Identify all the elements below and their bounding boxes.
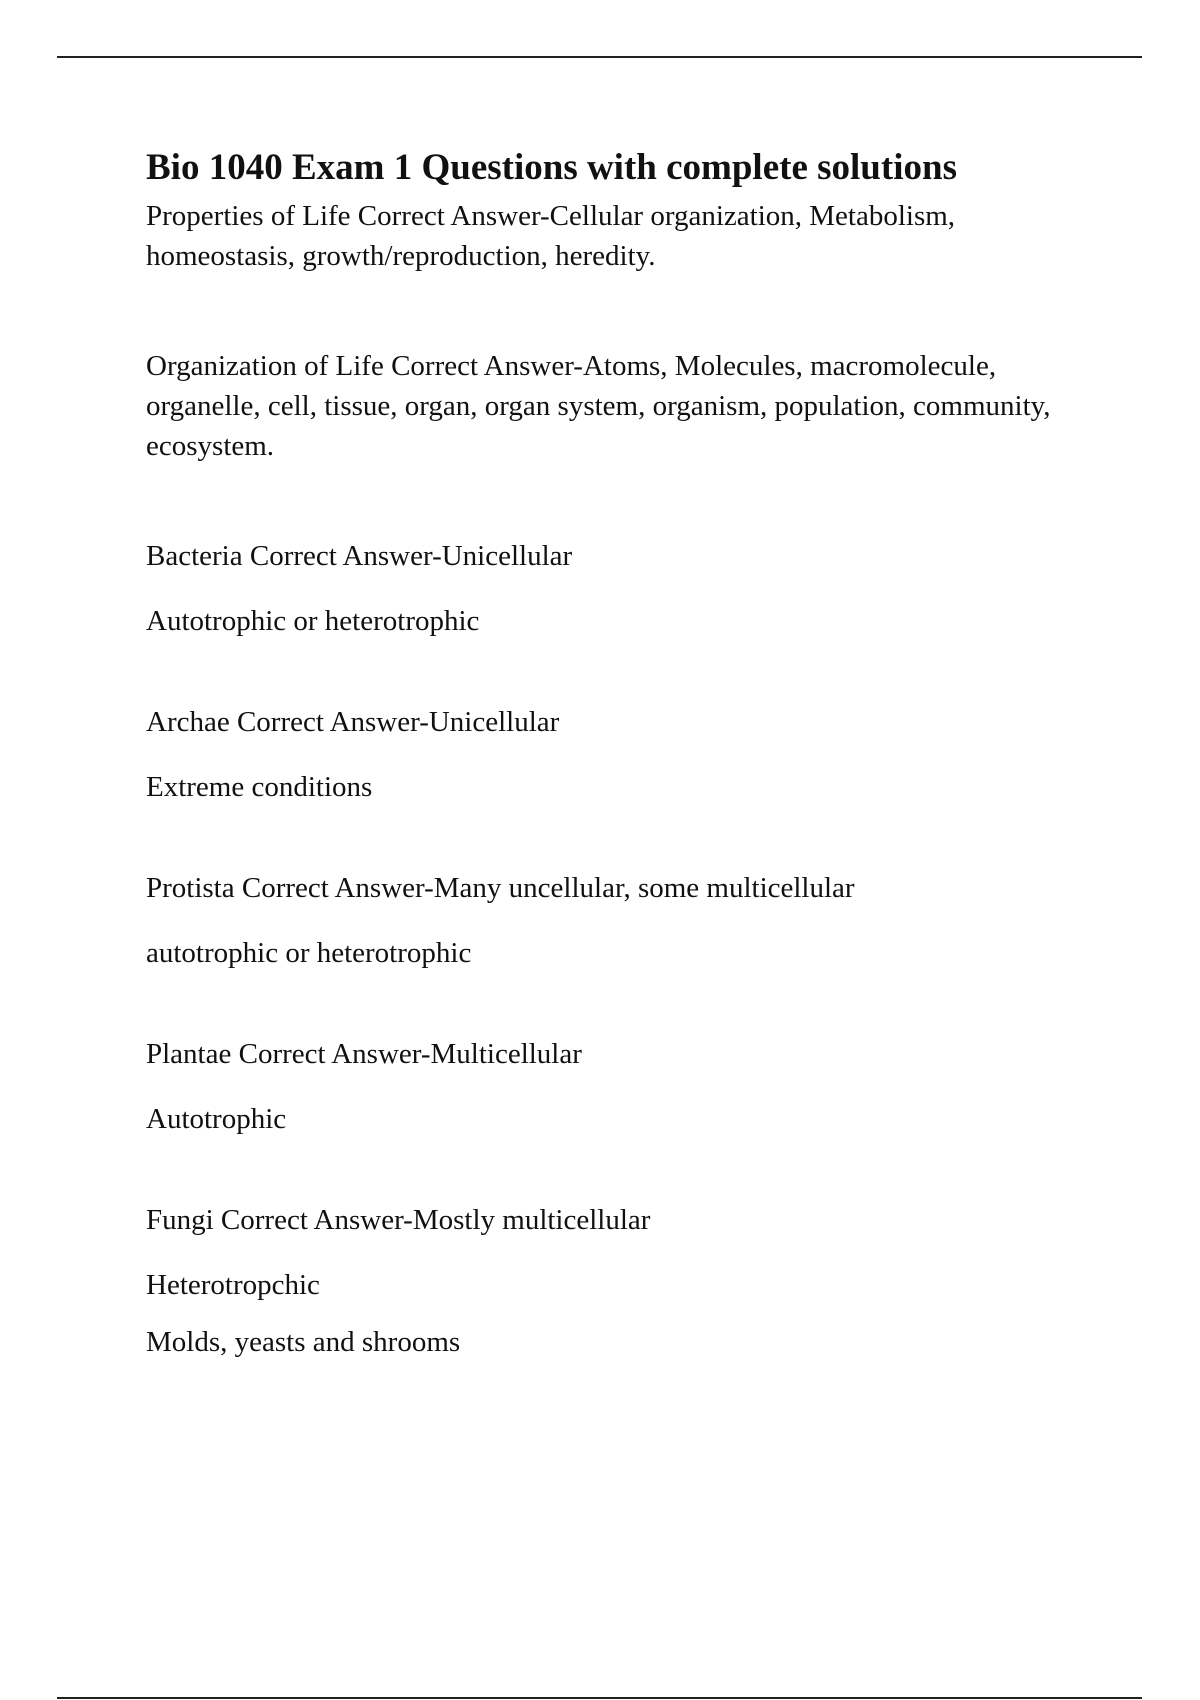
qa-entry-line: Fungi Correct Answer-Mostly multicellular (146, 1204, 651, 1236)
qa-entry-line: Bacteria Correct Answer-Unicellular (146, 540, 573, 572)
qa-entry-properties-of-life (146, 196, 1086, 276)
qa-entry-text: Organization of Life Correct Answer-Atoms, Molecules, macromolecule, organelle, cell, tissue, organ, organ system, organism, population, community, ecosystem. (146, 350, 1051, 462)
qa-entry-protista (146, 868, 1086, 982)
qa-entry-line: Autotrophic (146, 1103, 287, 1135)
qa-entry-organization-of-life (146, 346, 1086, 466)
qa-entry-line: Extreme conditions (146, 771, 373, 803)
qa-entry-line: Heterotropchic (146, 1269, 320, 1301)
qa-entry-fungi (146, 1200, 1086, 1371)
qa-entry-line: Plantae Correct Answer-Multicellular (146, 1038, 582, 1070)
qa-entry-bacteria (146, 536, 1086, 650)
footer-rule (57, 1697, 1142, 1699)
document-body (146, 146, 1086, 1371)
qa-entry-line: Autotrophic or heterotrophic (146, 605, 480, 637)
qa-entry-archae (146, 702, 1086, 816)
qa-entry-text: Properties of Life Correct Answer-Cellular organization, Metabolism, homeostasis, growth/reproduction, heredity. (146, 200, 956, 272)
qa-entry-line: Archae Correct Answer-Unicellular (146, 706, 560, 738)
qa-entry-line: autotrophic or heterotrophic (146, 937, 472, 969)
document-title: Bio 1040 Exam 1 Questions with complete solutions (146, 147, 957, 188)
header-rule (57, 56, 1142, 58)
qa-entry-plantae (146, 1034, 1086, 1148)
qa-entry-line: Molds, yeasts and shrooms (146, 1326, 461, 1358)
qa-entry-line: Protista Correct Answer-Many uncellular, some multicellular (146, 872, 855, 904)
